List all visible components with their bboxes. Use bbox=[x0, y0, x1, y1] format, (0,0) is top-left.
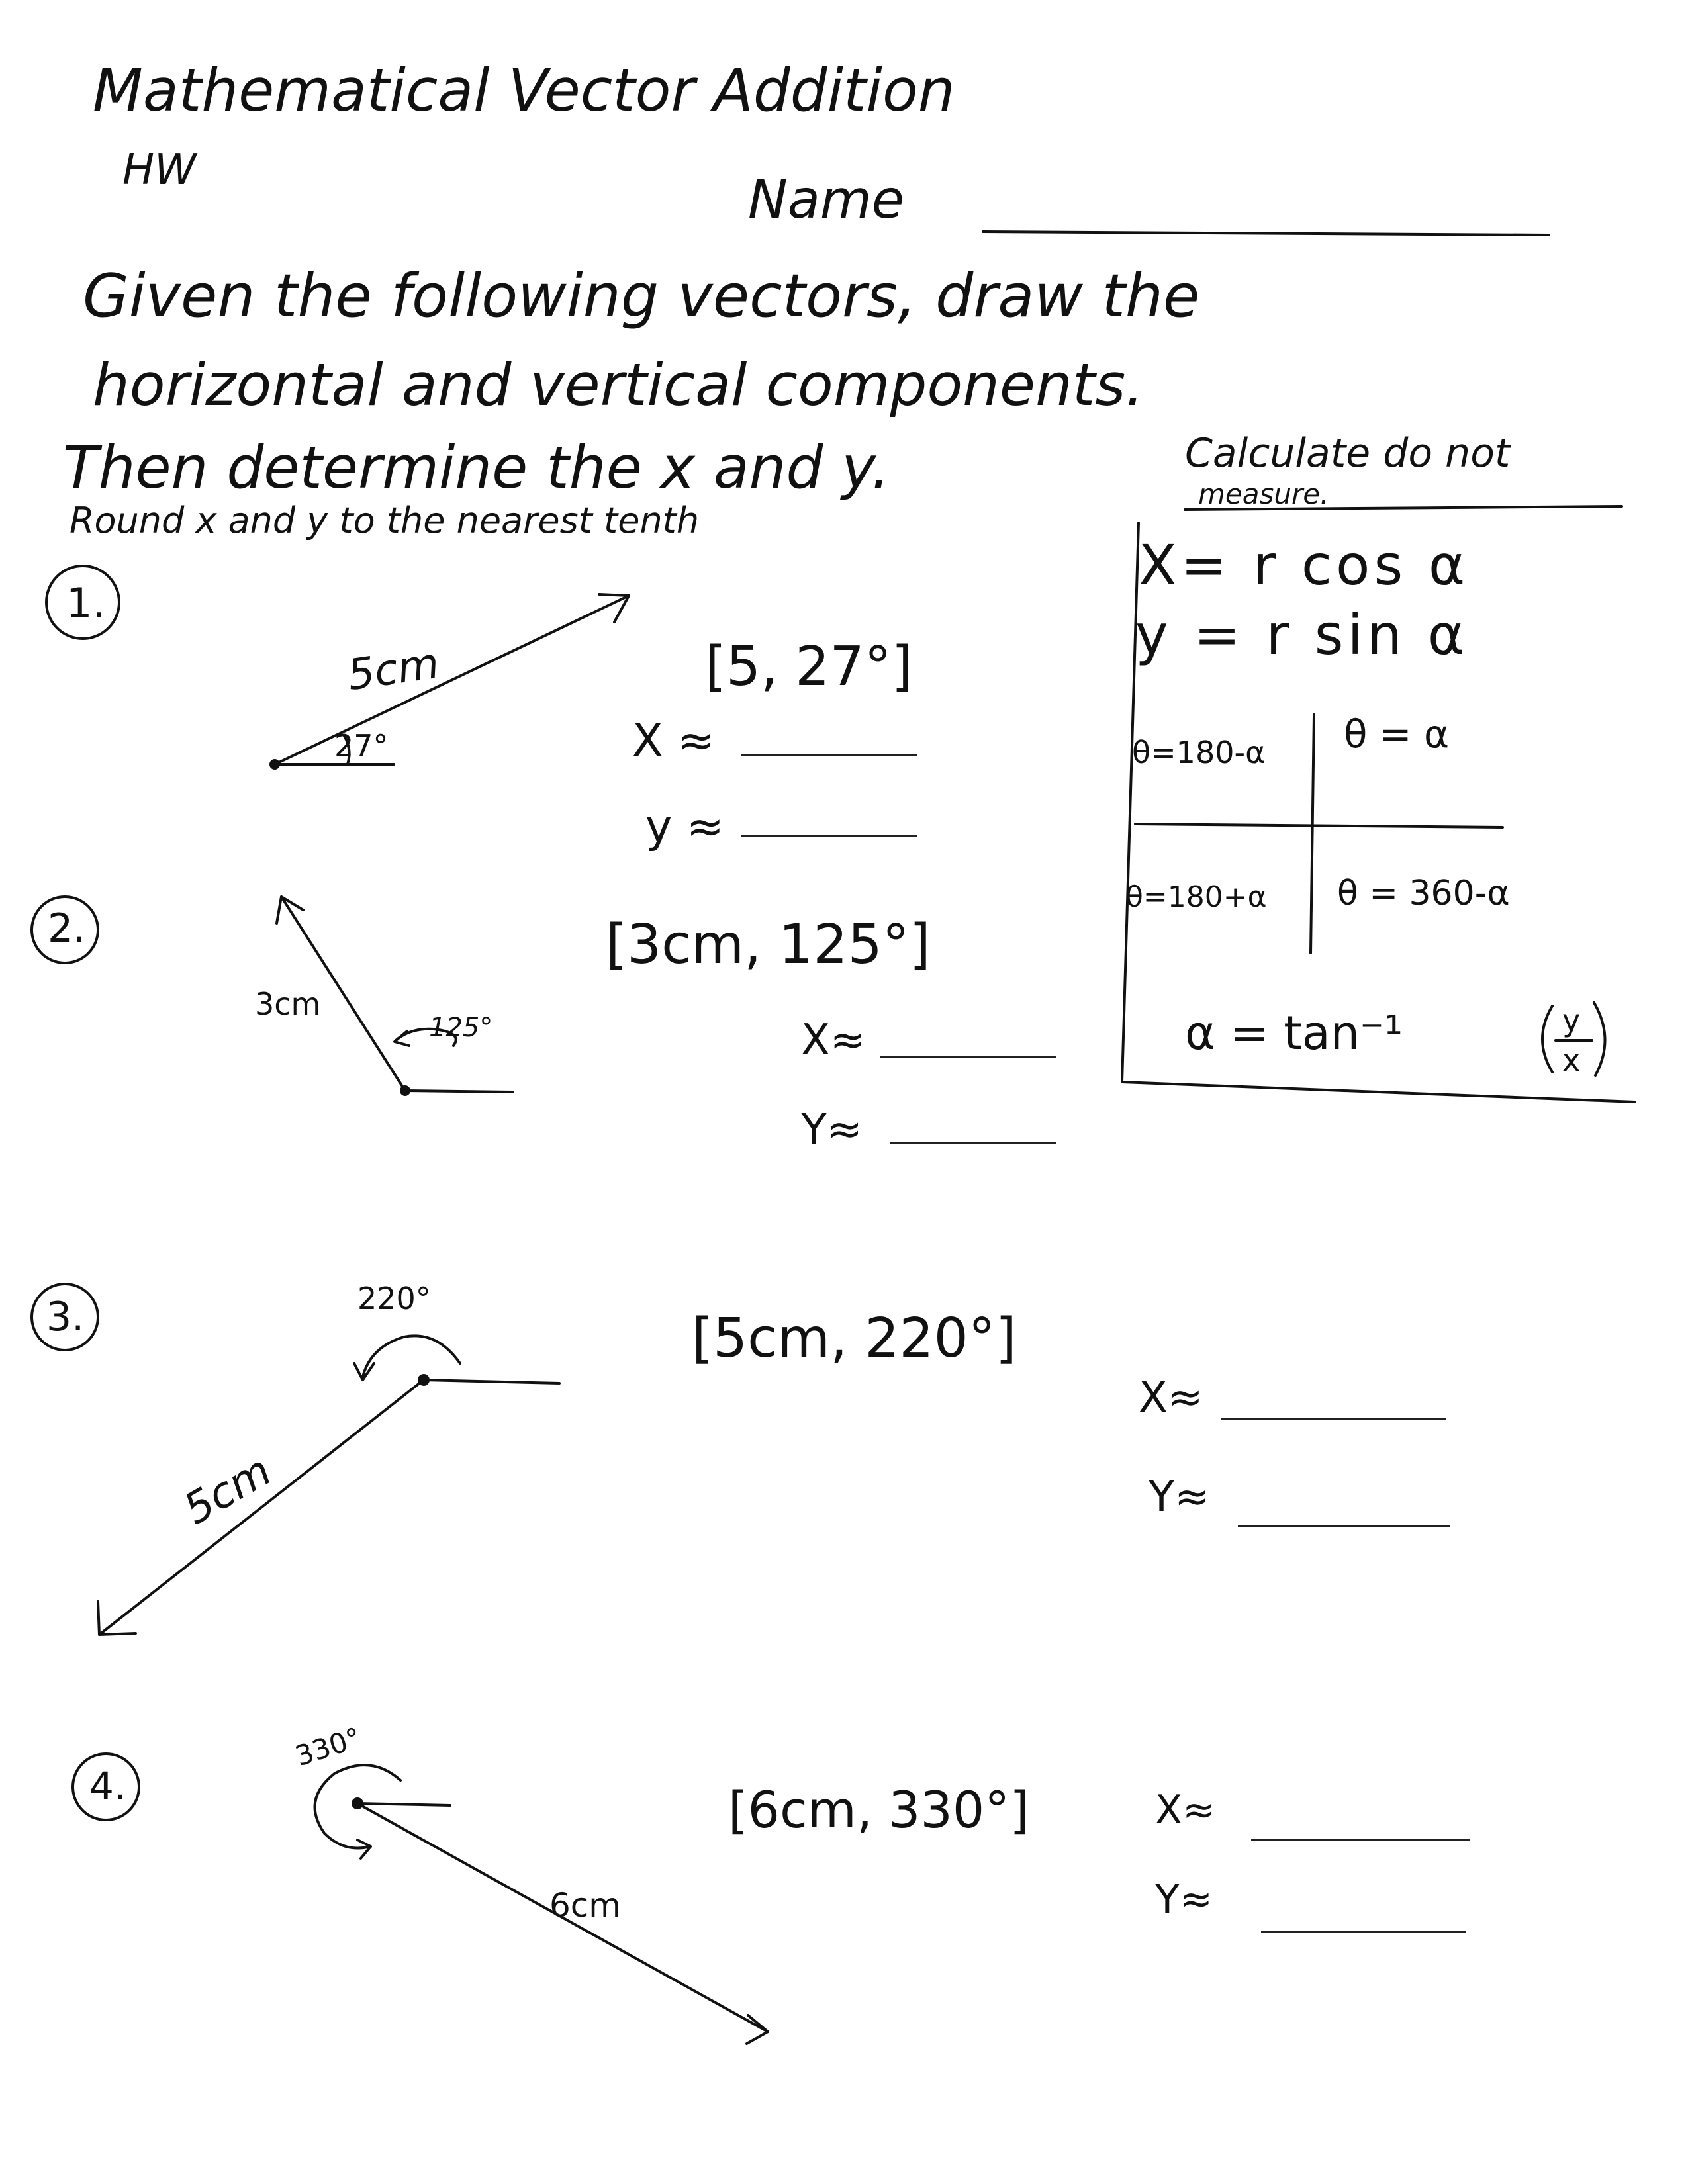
problem-2-vector-notation: [3cm, 125°] bbox=[606, 913, 931, 976]
problem-4-y-answer-blank[interactable] bbox=[1261, 1931, 1466, 1933]
x-formula: X= r cos α bbox=[1139, 533, 1470, 598]
formula-box-bottom-border bbox=[1122, 1082, 1635, 1102]
problem-4-origin-dot bbox=[353, 1799, 362, 1808]
problem-4-angle-label: 330° bbox=[291, 1721, 365, 1773]
problem-4-magnitude-label: 6cm bbox=[549, 1886, 622, 1925]
problem-2-origin-dot bbox=[401, 1087, 409, 1095]
problem-3-y-label: Y≈ bbox=[1149, 1473, 1210, 1522]
problem-1-number: 1. bbox=[66, 579, 106, 627]
problem-3-origin-dot bbox=[419, 1375, 428, 1385]
problem-3-magnitude-label: 5cm bbox=[175, 1446, 280, 1535]
instructions-line-1: Given the following vectors, draw the bbox=[83, 261, 1200, 331]
worksheet-title: Mathematical Vector Addition bbox=[93, 56, 955, 124]
name-blank bbox=[983, 232, 1549, 235]
fraction-denominator: x bbox=[1562, 1042, 1581, 1078]
problem-1-y-label: y ≈ bbox=[645, 801, 724, 853]
quadrant-1-formula: θ = α bbox=[1344, 711, 1450, 756]
quadrant-horizontal-line bbox=[1135, 824, 1503, 827]
paren-right bbox=[1594, 1003, 1605, 1075]
instructions-line-2: horizontal and vertical components. bbox=[93, 351, 1145, 419]
quadrant-4-formula: θ = 360-α bbox=[1337, 874, 1510, 913]
problem-3-vector-notation: [5cm, 220°] bbox=[692, 1307, 1017, 1370]
problem-1-vector-notation: [5, 27°] bbox=[705, 635, 913, 698]
problem-1-x-answer-blank[interactable] bbox=[741, 754, 917, 756]
instructions-line-3: Then determine the x and y. bbox=[63, 433, 890, 502]
problem-3-vector bbox=[99, 1380, 424, 1635]
problem-4-x-label: X≈ bbox=[1155, 1787, 1216, 1833]
quadrant-vertical-line bbox=[1311, 715, 1314, 953]
problem-1-vector bbox=[275, 596, 629, 764]
problem-4-y-label: Y≈ bbox=[1155, 1876, 1213, 1923]
problem-3-angle-label: 220° bbox=[357, 1281, 431, 1316]
fraction-numerator: y bbox=[1562, 1003, 1581, 1038]
paren-left bbox=[1542, 1006, 1552, 1072]
worksheet-subtitle: HW bbox=[122, 146, 197, 195]
alpha-formula: α = tan⁻¹ bbox=[1185, 1006, 1403, 1060]
problem-2-x-answer-blank[interactable] bbox=[880, 1056, 1056, 1058]
problem-4-number: 4. bbox=[89, 1764, 126, 1809]
problem-1-angle-label: 27° bbox=[334, 728, 389, 764]
problem-1-magnitude-label: 5cm bbox=[344, 639, 442, 701]
problem-3-baseline bbox=[424, 1380, 559, 1383]
problem-3-number: 3. bbox=[46, 1294, 85, 1340]
problem-2-baseline bbox=[405, 1091, 513, 1092]
problem-4-baseline bbox=[357, 1803, 450, 1805]
problem-1-y-answer-blank[interactable] bbox=[741, 835, 917, 837]
round-note: Round x and y to the nearest tenth bbox=[70, 500, 700, 541]
calculate-note: Calculate do not bbox=[1185, 430, 1511, 477]
problem-1-origin-dot bbox=[271, 760, 279, 768]
problem-4-vector-notation: [6cm, 330°] bbox=[728, 1780, 1029, 1839]
problem-4-x-answer-blank[interactable] bbox=[1251, 1839, 1470, 1841]
problem-2-angle-label: 125° bbox=[429, 1013, 493, 1043]
problem-2-y-answer-blank[interactable] bbox=[890, 1142, 1056, 1144]
problem-3-x-answer-blank[interactable] bbox=[1221, 1418, 1446, 1420]
measure-note: measure. bbox=[1198, 478, 1329, 510]
problem-3-angle-arc bbox=[363, 1336, 460, 1377]
quadrant-3-formula: θ=180+α bbox=[1125, 880, 1267, 914]
problem-3-y-answer-blank[interactable] bbox=[1238, 1525, 1450, 1527]
name-label: Name bbox=[748, 169, 905, 230]
problem-3-x-label: X≈ bbox=[1139, 1373, 1203, 1422]
problem-2-y-label: Y≈ bbox=[801, 1105, 863, 1154]
problem-2-number: 2. bbox=[48, 905, 86, 952]
problem-2-magnitude-label: 3cm bbox=[255, 986, 321, 1022]
problem-1-x-label: X ≈ bbox=[632, 715, 716, 767]
problem-4-arrowhead bbox=[747, 2015, 768, 2044]
quadrant-2-formula: θ=180-α bbox=[1132, 735, 1266, 770]
problem-2-x-label: X≈ bbox=[801, 1016, 866, 1065]
y-formula: y = r sin α bbox=[1135, 602, 1469, 667]
